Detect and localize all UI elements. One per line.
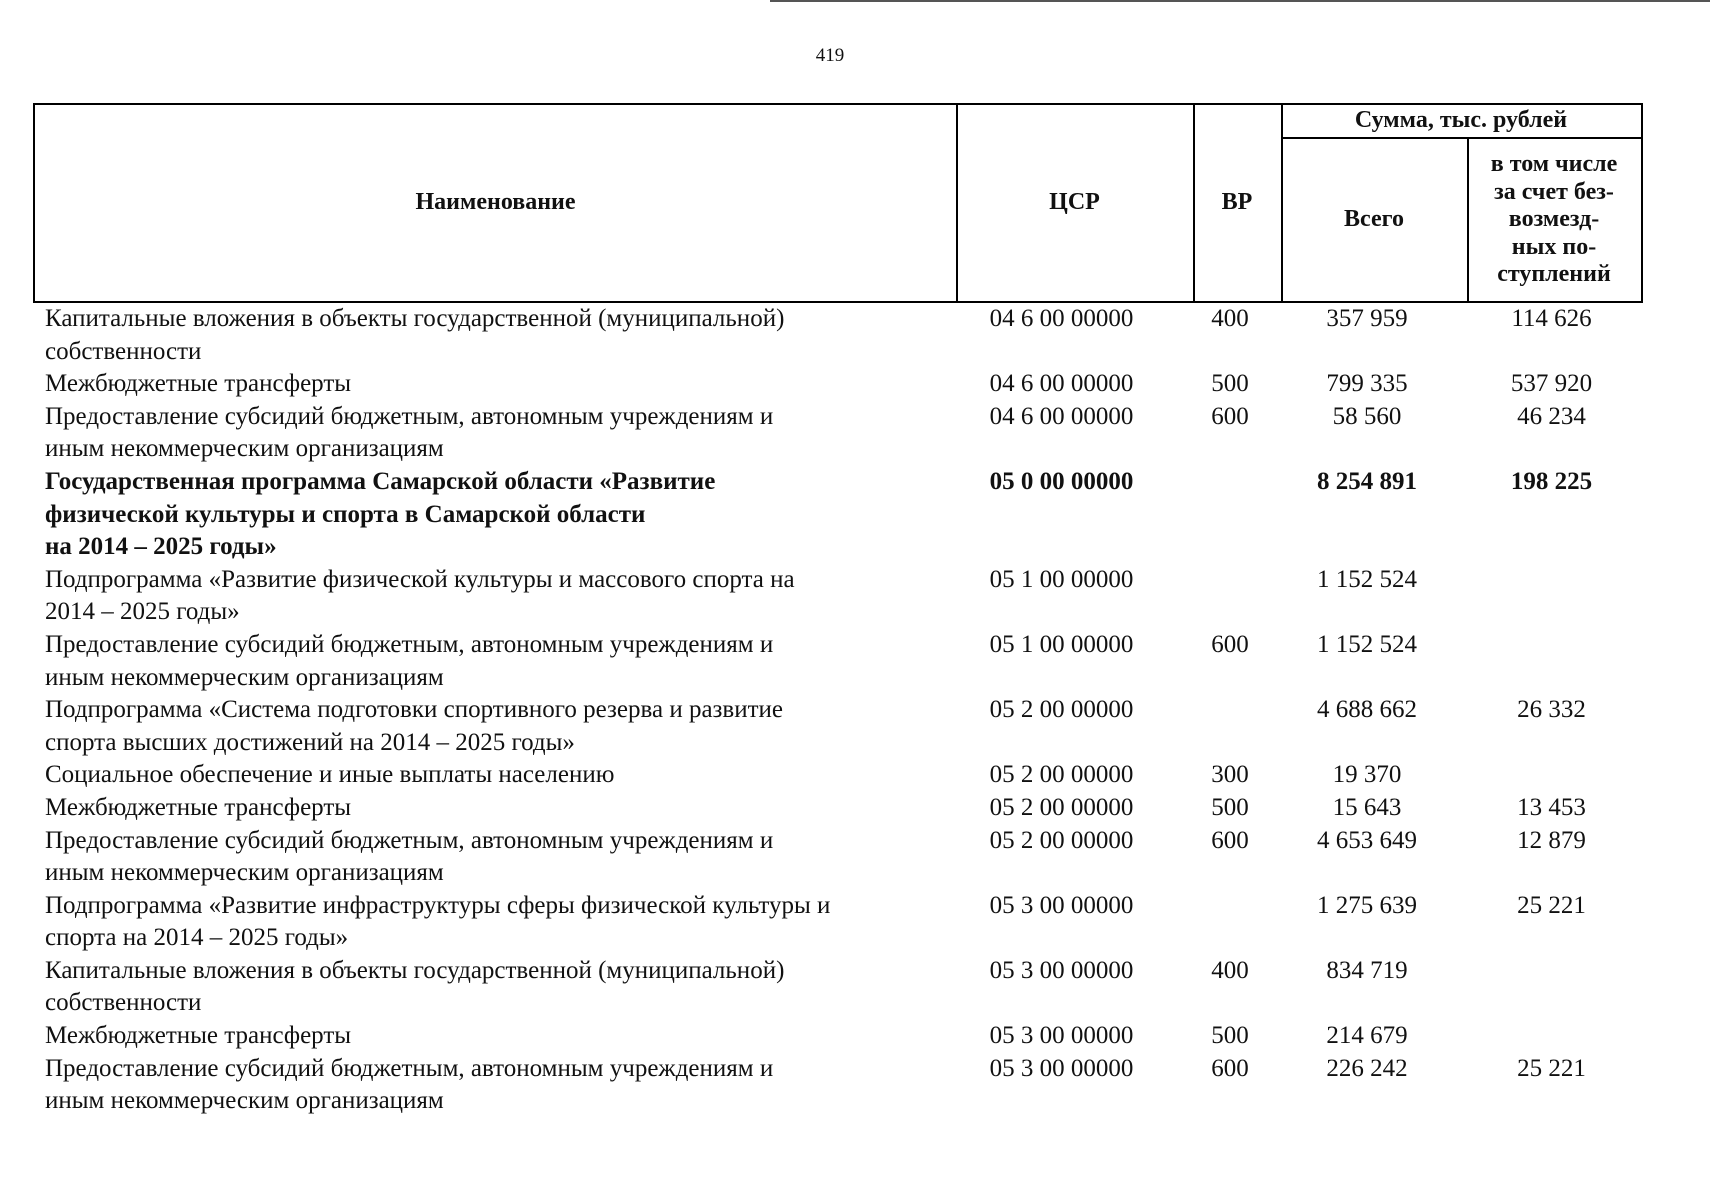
table-row	[33, 368, 1643, 401]
row-free	[1460, 564, 1643, 629]
row-csr: 05 3 00 00000	[989, 1022, 1134, 1050]
row-csr: 05 2 00 00000	[989, 761, 1134, 789]
row-name-line: Предоставление субсидий бюджетным, автономным учреждениям и	[45, 826, 774, 854]
row-vr	[1186, 694, 1274, 759]
row-total: 15 643	[1332, 793, 1402, 821]
row-vr: 400	[1211, 956, 1249, 984]
header-free-line: возмезд-	[1508, 206, 1600, 233]
table-row	[33, 564, 1643, 629]
row-name-line: спорта высших достижений на 2014 – 2025 годы»	[45, 728, 575, 756]
row-total: 1 152 524	[1317, 630, 1417, 658]
row-vr: 500	[1211, 1022, 1249, 1050]
row-name	[33, 890, 949, 955]
row-csr: 05 2 00 00000	[989, 696, 1134, 724]
row-name	[33, 303, 949, 368]
row-name	[33, 792, 949, 825]
row-vr: 500	[1211, 793, 1249, 821]
row-name-line: собственности	[45, 989, 202, 1017]
header-free-line: ступлений	[1497, 261, 1611, 288]
row-name	[33, 1020, 949, 1053]
row-vr: 600	[1211, 402, 1249, 430]
table-body	[33, 303, 1643, 1118]
row-name-line: физической культуры и спорта в Самарской области	[45, 500, 646, 528]
row-name-line: Межбюджетные трансферты	[45, 793, 352, 821]
row-total: 1 152 524	[1317, 565, 1417, 593]
row-vr	[1186, 890, 1274, 955]
row-free: 25 221	[1517, 1054, 1586, 1082]
table-header	[33, 103, 1643, 303]
table-row	[33, 466, 1643, 564]
row-vr: 500	[1211, 370, 1249, 398]
row-name-line: Социальное обеспечение и иные выплаты населению	[45, 761, 615, 789]
row-name	[33, 401, 949, 466]
row-total: 8 254 891	[1317, 467, 1417, 495]
row-csr: 05 3 00 00000	[989, 956, 1134, 984]
header-name: Наименование	[415, 189, 576, 216]
row-total: 834 719	[1326, 956, 1408, 984]
row-name	[33, 694, 949, 759]
table-row	[33, 825, 1643, 890]
row-name-line: иным некоммерческим организациям	[45, 1087, 444, 1115]
row-free	[1460, 1020, 1643, 1053]
header-total: Всего	[1344, 206, 1404, 233]
row-total: 214 679	[1326, 1022, 1408, 1050]
row-name-line: 2014 – 2025 годы»	[45, 598, 240, 626]
row-vr: 600	[1211, 630, 1249, 658]
row-csr: 04 6 00 00000	[989, 402, 1134, 430]
row-vr	[1186, 466, 1274, 564]
table-row	[33, 890, 1643, 955]
row-free: 26 332	[1517, 696, 1586, 724]
header-vr: ВР	[1221, 189, 1253, 216]
row-name-line: собственности	[45, 337, 202, 365]
row-csr: 05 2 00 00000	[989, 826, 1134, 854]
row-free: 13 453	[1517, 793, 1586, 821]
row-free: 114 626	[1511, 305, 1592, 332]
row-name-line: Подпрограмма «Система подготовки спортивного резерва и развитие	[45, 696, 784, 724]
header-csr: ЦСР	[1049, 189, 1100, 216]
row-name-line: иным некоммерческим организациям	[45, 435, 444, 463]
table-row	[33, 1020, 1643, 1053]
row-name	[33, 466, 949, 564]
row-csr: 05 2 00 00000	[989, 793, 1134, 821]
row-free: 46 234	[1517, 402, 1586, 430]
row-free	[1460, 629, 1643, 694]
row-name-line: Государственная программа Самарской области «Развитие	[45, 467, 716, 495]
row-vr	[1186, 564, 1274, 629]
row-name-line: Капитальные вложения в объекты государственной (муниципальной)	[45, 956, 785, 984]
row-name	[33, 1053, 949, 1118]
row-name-line: Подпрограмма «Развитие физической культуры и массового спорта на	[45, 565, 795, 593]
row-total: 58 560	[1332, 402, 1402, 430]
row-free	[1460, 955, 1643, 1020]
header-sum-group: Сумма, тыс. рублей	[1354, 107, 1568, 134]
table-row	[33, 1053, 1643, 1118]
row-total: 357 959	[1326, 305, 1408, 332]
table-row	[33, 303, 1643, 368]
row-name	[33, 825, 949, 890]
row-total: 4 688 662	[1317, 696, 1417, 724]
row-free: 198 225	[1510, 467, 1593, 495]
row-csr: 05 1 00 00000	[989, 565, 1134, 593]
row-total: 226 242	[1326, 1054, 1408, 1082]
row-vr: 600	[1211, 826, 1249, 854]
table-row	[33, 694, 1643, 759]
row-csr: 05 3 00 00000	[989, 891, 1134, 919]
row-vr: 300	[1211, 761, 1249, 789]
row-name	[33, 368, 949, 401]
header-free	[1467, 139, 1641, 301]
row-name-line: Предоставление субсидий бюджетным, автономным учреждениям и	[45, 630, 774, 658]
row-name-line: Капитальные вложения в объекты государственной (муниципальной)	[45, 305, 785, 332]
row-name-line: иным некоммерческим организациям	[45, 859, 444, 887]
row-name-line: Межбюджетные трансферты	[45, 370, 352, 398]
row-vr: 600	[1211, 1054, 1249, 1082]
page-top-rule	[770, 0, 1710, 2]
row-name-line: на 2014 – 2025 годы»	[45, 533, 277, 561]
page-number: 419	[815, 45, 845, 66]
row-csr: 04 6 00 00000	[989, 370, 1134, 398]
row-name-line: Предоставление субсидий бюджетным, автономным учреждениям и	[45, 402, 774, 430]
table-row	[33, 629, 1643, 694]
row-vr: 400	[1211, 305, 1249, 332]
row-name	[33, 564, 949, 629]
row-name-line: Предоставление субсидий бюджетным, автономным учреждениям и	[45, 1054, 774, 1082]
header-free-line: за счет без-	[1494, 178, 1614, 205]
row-csr: 04 6 00 00000	[989, 305, 1134, 332]
row-free: 12 879	[1517, 826, 1586, 854]
header-free-line: ных по-	[1511, 233, 1597, 260]
row-free: 25 221	[1517, 891, 1586, 919]
row-name	[33, 955, 949, 1020]
row-name-line: Межбюджетные трансферты	[45, 1022, 352, 1050]
row-free	[1460, 759, 1643, 792]
row-total: 4 653 649	[1317, 826, 1417, 854]
row-total: 1 275 639	[1317, 891, 1417, 919]
row-csr: 05 0 00 00000	[989, 467, 1134, 495]
row-free: 537 920	[1510, 370, 1593, 398]
row-name	[33, 759, 949, 792]
row-total: 799 335	[1326, 370, 1408, 398]
row-name-line: иным некоммерческим организациям	[45, 663, 444, 691]
row-csr: 05 1 00 00000	[989, 630, 1134, 658]
row-total: 19 370	[1332, 761, 1402, 789]
row-csr: 05 3 00 00000	[989, 1054, 1134, 1082]
row-name	[33, 629, 949, 694]
row-name-line: спорта на 2014 – 2025 годы»	[45, 924, 349, 952]
table-row	[33, 792, 1643, 825]
row-name-line: Подпрограмма «Развитие инфраструктуры сферы физической культуры и	[45, 891, 831, 919]
header-free-line: в том числе	[1490, 151, 1618, 178]
table-row	[33, 401, 1643, 466]
table-row	[33, 955, 1643, 1020]
table-row	[33, 759, 1643, 792]
